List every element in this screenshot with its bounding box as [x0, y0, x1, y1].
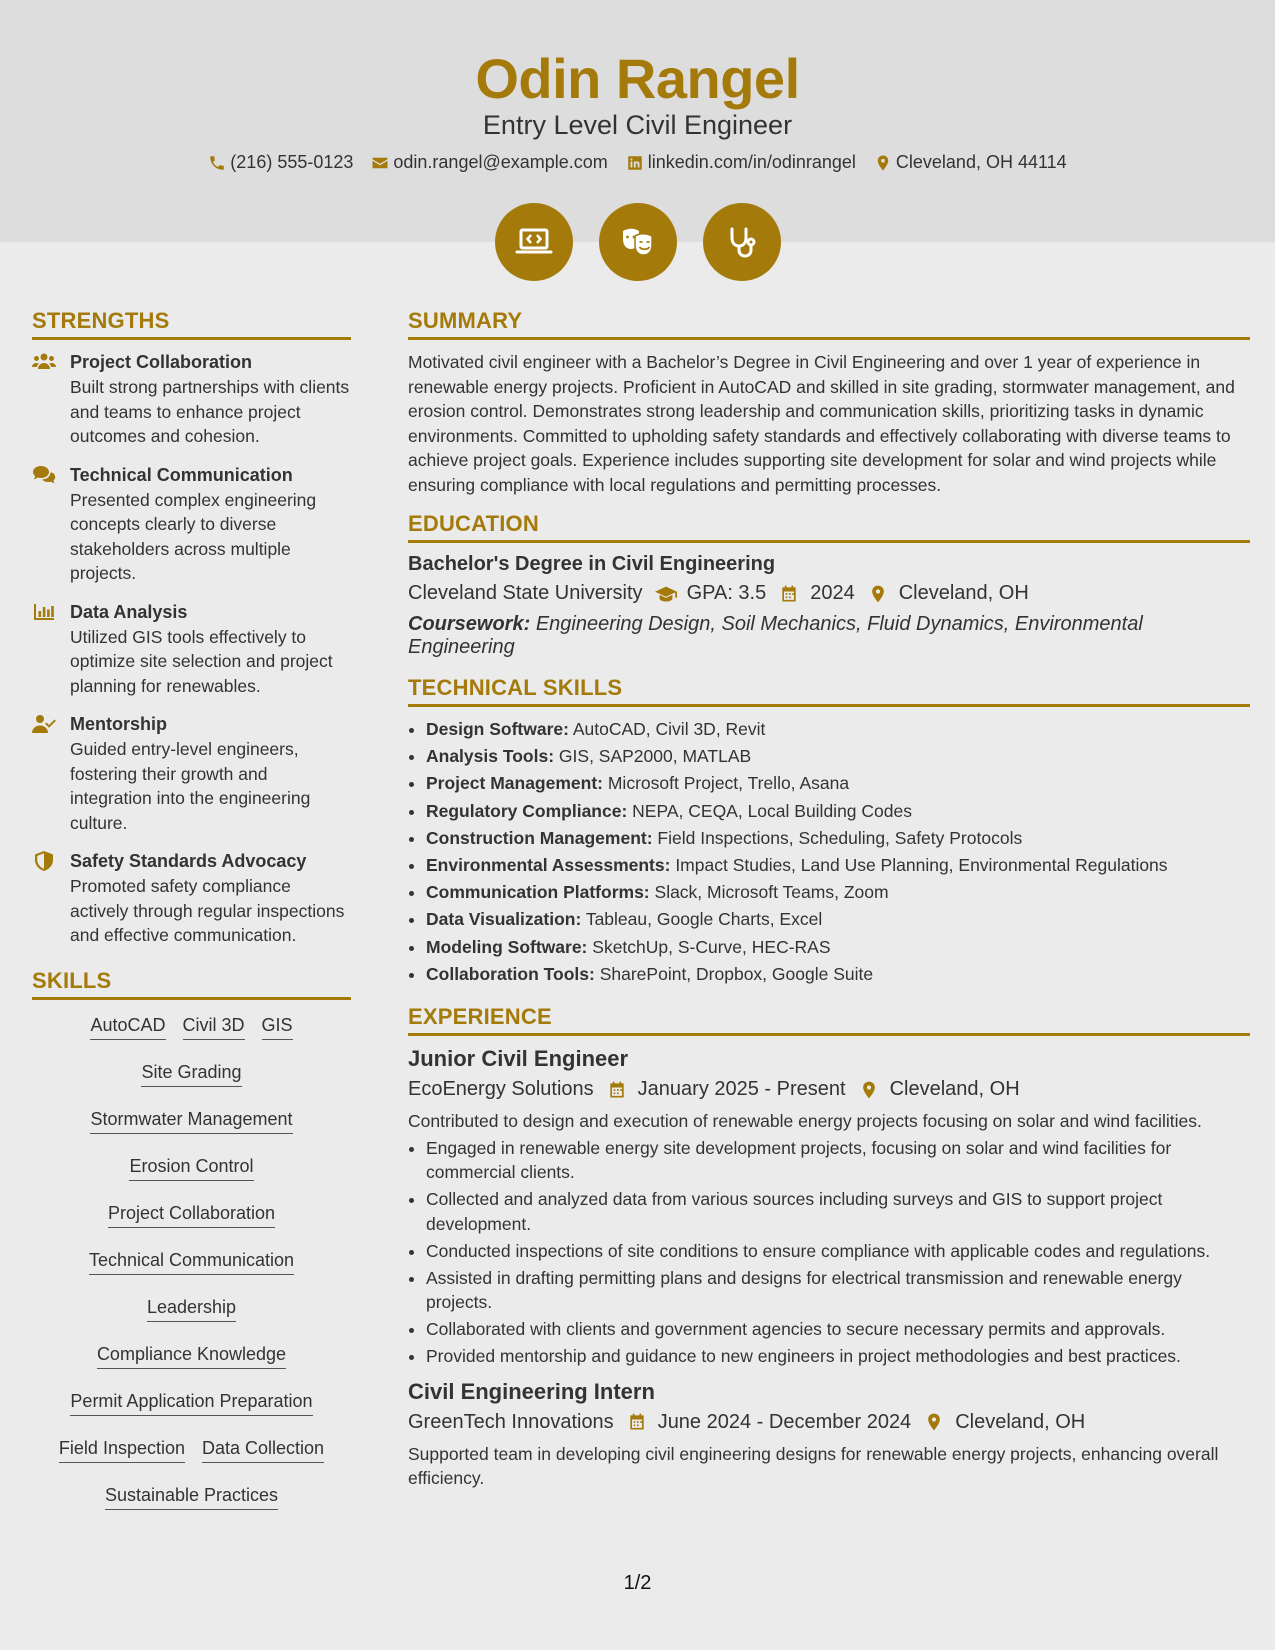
strength-description: Promoted safety compliance actively through regular inspections and effective communication. — [70, 876, 345, 945]
technical-skill-label: Communication Platforms: — [426, 882, 650, 903]
strengths-list — [32, 350, 351, 948]
job-location: Cleveland, OH — [889, 1078, 1020, 1101]
job-dates: January 2025 - Present — [637, 1078, 846, 1101]
strength-description: Utilized GIS tools effectively to optimize site selection and project planning for renewables. — [70, 626, 333, 696]
job-dates: June 2024 - December 2024 — [657, 1410, 912, 1433]
skill-tag: AutoCAD — [90, 1014, 165, 1040]
contact-location — [874, 152, 1067, 173]
contact-row — [0, 152, 1275, 173]
job-bullet: • Conducted inspections of site conditions to ensure compliance with applicable codes and regulations. — [426, 1239, 1250, 1264]
map-marker-icon — [874, 154, 892, 172]
graduation-cap-icon — [655, 584, 677, 604]
right-column — [408, 308, 1250, 1491]
skills-row — [32, 1108, 351, 1134]
job-entry — [408, 1046, 1250, 1369]
technical-skill-value: GIS, SAP2000, MATLAB — [558, 746, 752, 767]
technical-skill-value: Microsoft Project, Trello, Asana — [607, 773, 850, 794]
job-bullet: • Engaged in renewable energy site development projects, focusing on solar and wind facilities for commercial clients. — [426, 1136, 1250, 1185]
laptop-code-icon — [495, 203, 573, 281]
linkedin-icon — [626, 154, 644, 172]
skills-row — [32, 1390, 351, 1416]
skill-tag: Site Grading — [141, 1061, 241, 1087]
skill-tag: Project Collaboration — [108, 1202, 275, 1228]
strength-title: Data Analysis — [70, 601, 188, 622]
skills-row — [32, 1437, 351, 1463]
technical-skill-item — [426, 826, 1250, 851]
calendar-icon — [626, 1412, 648, 1432]
skills-list — [32, 1010, 351, 1510]
skills-row — [32, 1249, 351, 1275]
technical-skill-item — [426, 880, 1250, 905]
page-number: 1/2 — [623, 1572, 652, 1594]
graduation-year: 2024 — [810, 582, 855, 604]
strength-title: Technical Communication — [70, 464, 293, 485]
envelope-icon — [371, 154, 389, 172]
skill-tag: Compliance Knowledge — [97, 1343, 286, 1369]
skills-row — [32, 1061, 351, 1087]
strength-item — [32, 600, 351, 699]
technical-skill-item — [426, 907, 1250, 932]
technical-skill-label: Data Visualization: — [426, 909, 582, 930]
job-title: Junior Civil Engineer — [408, 1046, 629, 1072]
skill-tag: Permit Application Preparation — [70, 1390, 312, 1416]
skill-tag: Leadership — [147, 1296, 236, 1322]
technical-skill-value: Tableau, Google Charts, Excel — [585, 909, 823, 930]
email-link[interactable]: odin.rangel@example.com — [393, 152, 608, 172]
skill-tag: Stormwater Management — [90, 1108, 292, 1134]
map-marker-icon — [923, 1412, 945, 1432]
technical-skill-item — [426, 771, 1250, 796]
coursework-label: Coursework: — [408, 613, 531, 635]
contact-phone — [208, 152, 353, 173]
job-description: Supported team in developing civil engineering designs for renewable energy projects, enhancing overall efficiency. — [408, 1443, 1219, 1489]
technical-skill-label: Environmental Assessments: — [426, 854, 671, 875]
technical-skill-item — [426, 717, 1250, 742]
strength-title: Project Collaboration — [70, 352, 253, 372]
technical-skill-value: Impact Studies, Land Use Planning, Environmental Regulations — [675, 854, 1168, 875]
degree-title: Bachelor's Degree in Civil Engineering — [408, 553, 776, 575]
job-meta — [408, 1411, 1250, 1434]
coursework — [408, 613, 1250, 659]
phone-text: (216) 555-0123 — [230, 152, 354, 172]
shield-icon — [32, 849, 58, 948]
technical-skill-item — [426, 853, 1250, 878]
job-entry — [408, 1379, 1250, 1491]
technical-skill-value: AutoCAD, Civil 3D, Revit — [572, 719, 766, 739]
left-column — [32, 308, 351, 1510]
theater-masks-icon — [599, 203, 677, 281]
technical-skill-label: Modeling Software: — [426, 936, 588, 957]
coursework-text: Engineering Design, Soil Mechanics, Fluid Dynamics, Environmental Engineering — [408, 613, 1143, 658]
company-name: GreenTech Innovations — [408, 1410, 614, 1433]
stethoscope-icon — [703, 203, 781, 281]
skill-tag: GIS — [262, 1014, 293, 1040]
technical-skill-item — [426, 744, 1250, 769]
map-marker-icon — [858, 1080, 880, 1100]
skills-row — [32, 1343, 351, 1369]
skills-row — [32, 1014, 351, 1040]
technical-skill-value: NEPA, CEQA, Local Building Codes — [632, 800, 912, 821]
technical-skill-label: Design Software: — [426, 719, 569, 739]
skill-tag: Erosion Control — [129, 1155, 253, 1181]
technical-skills-heading: TECHNICAL SKILLS — [408, 675, 1250, 707]
job-title-heading: Entry Level Civil Engineer — [482, 110, 793, 140]
technical-skill-label: Project Management: — [426, 773, 603, 794]
candidate-name: Odin Rangel — [475, 47, 800, 110]
company-name: EcoEnergy Solutions — [408, 1078, 594, 1101]
technical-skill-label: Regulatory Compliance: — [426, 800, 628, 821]
strength-description: Presented complex engineering concepts clearly to diverse stakeholders across multiple projects. — [70, 489, 317, 583]
user-check-icon — [32, 712, 58, 835]
job-bullet: • Collaborated with clients and government agencies to secure necessary permits and approvals. — [426, 1317, 1250, 1342]
map-marker-icon — [867, 584, 889, 604]
experience-heading: EXPERIENCE — [408, 1004, 1250, 1036]
education-heading: EDUCATION — [408, 511, 1250, 543]
technical-skill-label: Collaboration Tools: — [426, 963, 595, 984]
technical-skill-label: Analysis Tools: — [426, 746, 555, 767]
contact-linkedin[interactable] — [626, 152, 856, 173]
location-text: Cleveland, OH 44114 — [895, 152, 1067, 172]
skill-tag: Field Inspection — [59, 1437, 185, 1463]
skill-tag: Civil 3D — [183, 1014, 245, 1040]
job-title: Civil Engineering Intern — [408, 1378, 655, 1404]
strength-item — [32, 463, 351, 586]
linkedin-link[interactable]: linkedin.com/in/odinrangel — [647, 152, 856, 172]
strength-description: Built strong partnerships with clients and teams to enhance project outcomes and cohesion. — [70, 377, 350, 446]
calendar-icon — [606, 1080, 628, 1100]
summary-heading: SUMMARY — [408, 308, 1250, 340]
skills-row — [32, 1202, 351, 1228]
technical-skill-item — [426, 962, 1250, 987]
school-name: Cleveland State University — [408, 582, 643, 604]
job-location: Cleveland, OH — [955, 1410, 1086, 1433]
technical-skill-value: SharePoint, Dropbox, Google Suite — [599, 963, 874, 984]
strength-item — [32, 712, 351, 835]
strength-title: Safety Standards Advocacy — [70, 851, 307, 871]
calendar-icon — [778, 584, 800, 604]
comments-icon — [32, 463, 58, 586]
strength-title: Mentorship — [70, 714, 167, 734]
skills-heading: SKILLS — [32, 968, 351, 1000]
phone-icon — [208, 154, 226, 172]
chart-bar-icon — [32, 600, 58, 699]
job-bullet: • Collected and analyzed data from various sources including surveys and GIS to support project development. — [426, 1187, 1250, 1236]
job-meta — [408, 1078, 1250, 1101]
summary-text: Motivated civil engineer with a Bachelor’s Degree in Civil Engineering and over 1 year of experience in renewable energy projects. Proficient in AutoCAD and skilled in site grading, stormwater management, and erosion control. Demonstrates strong leadership and communication skills, prioritizing tasks in dynamic environments. Committed to upholding safety standards and effectively collaborating with diverse teams to achieve project goals. Experience includes supporting site development for solar and wind projects while ensuring compliance with local regulations and permitting processes. — [408, 352, 1235, 495]
technical-skill-value: Slack, Microsoft Teams, Zoom — [654, 882, 889, 903]
education-meta — [408, 582, 1250, 605]
technical-skill-label: Construction Management: — [426, 827, 653, 848]
technical-skills-list — [408, 717, 1250, 986]
interest-badges — [0, 203, 1275, 281]
skill-tag: Data Collection — [202, 1437, 324, 1463]
users-icon — [32, 350, 58, 449]
job-bullet: • Assisted in drafting permitting plans and designs for electrical transmission and renewable energy projects. — [426, 1266, 1250, 1315]
strengths-heading: STRENGTHS — [32, 308, 351, 340]
job-description: Contributed to design and execution of renewable energy projects focusing on solar and wind facilities. — [408, 1111, 1202, 1132]
skills-row — [32, 1484, 351, 1510]
job-bullets — [408, 1136, 1250, 1369]
technical-skill-value: SketchUp, S-Curve, HEC-RAS — [592, 936, 831, 957]
strength-description: Guided entry-level engineers, fostering their growth and integration into the engineering culture. — [70, 739, 311, 833]
contact-email[interactable] — [371, 152, 607, 173]
school-location: Cleveland, OH — [898, 582, 1029, 604]
skill-tag: Technical Communication — [89, 1249, 294, 1275]
skill-tag: Sustainable Practices — [105, 1484, 278, 1510]
strength-item — [32, 350, 351, 449]
strength-item — [32, 849, 351, 948]
technical-skill-item — [426, 935, 1250, 960]
skills-row — [32, 1155, 351, 1181]
technical-skill-item — [426, 799, 1250, 824]
gpa-text: GPA: 3.5 — [686, 582, 767, 604]
technical-skill-value: Field Inspections, Scheduling, Safety Protocols — [657, 827, 1023, 848]
skills-row — [32, 1296, 351, 1322]
job-bullet: • Provided mentorship and guidance to new engineers in project methodologies and best practices. — [426, 1344, 1250, 1369]
